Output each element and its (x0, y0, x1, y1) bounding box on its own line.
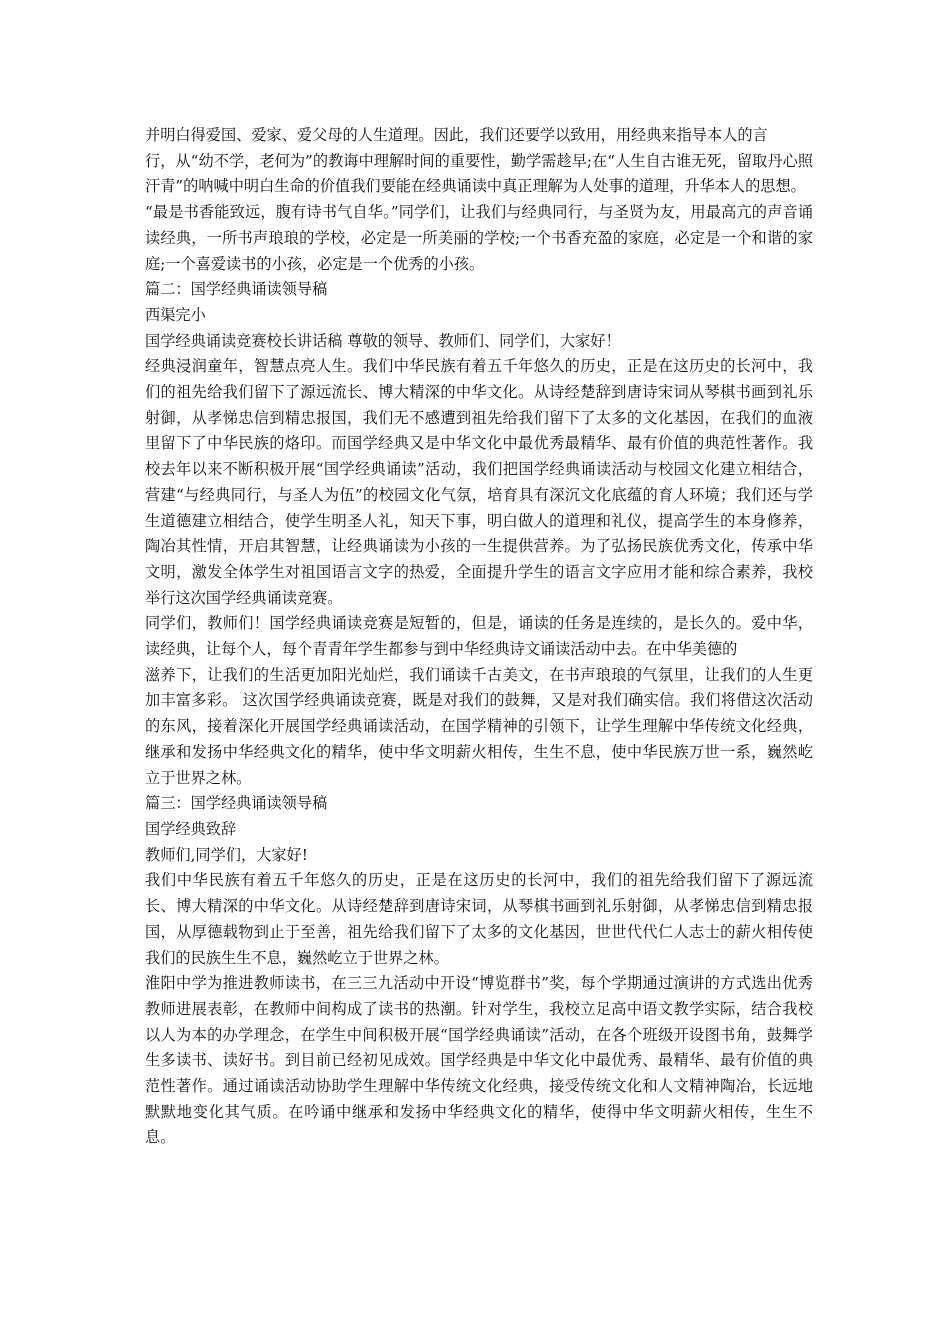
document-page (145, 123, 813, 1151)
speech-title: 国学经典致辞 (145, 819, 237, 838)
greeting: 教师们,同学们，大家好! (145, 845, 308, 864)
section-heading: 篇二：国学经典诵读领导稿 (145, 280, 328, 299)
section-heading: 篇三：国学经典诵读领导稿 (145, 794, 328, 813)
paragraph: 经典浸润童年，智慧点亮人生。我们中华民族有着五千年悠久的历史，正是在这历史的长河中，我们的祖先给我们留下了源远流长、博大精深的中华文化。从诗经楚辞到唐诗宋词从琴棋书画到礼乐射御，从孝悌忠信到精忠报国，我们无不感遭到祖先给我们留下了太多的文化基因，在我们的血液里留下了中华民族的烙印。而国学经典又是中华文化中最优秀最精华、最有价值的典范性著作。我校去年以来不断积极开展“国学经典诵读”活动，我们把国学经典诵读活动与校园文化建立相结合，营建“与经典同行，与圣人为伍”的校园文化气氛，培育具有深沉文化底蕴的育人环境；我们还与学生道德建立相结合，使学生明圣人礼，知天下事，明白做人的道理和礼仪，提高学生的本身修养，陶冶其性情，开启其智慧，让经典诵读为小孩的一生提供营养。为了弘扬民族优秀文化，传承中华文明，激发全体学生对祖国语言文字的热爱，全面提升学生的语言文字应用才能和综合素养，我校举行这次国学经典诵读竞赛。 (145, 357, 813, 607)
school-name: 西渠完小 (145, 305, 206, 324)
paragraph: 淮阳中学为推进教师读书，在三三九活动中开设“博览群书”奖，每个学期通过演讲的方式选出优秀教师进展表彰，在教师中间构成了读书的热潮。针对学生，我校立足高中语文教学实际，结合我校以人为本的办学理念，在学生中间积极开展“国学经典诵读”活动，在各个班级开设图书角，鼓舞学生多读书、读好书。到目前已经初见成效。国学经典是中华文化中最优秀、最精华、最有价值的典范性著作。通过诵读活动协助学生理解中华传统文化经典，接受传统文化和人文精神陶冶，长远地默默地变化其气质。在吟诵中继承和发扬中华经典文化的精华，使得中华文明薪火相传，生生不息。 (145, 974, 813, 1147)
paragraph: 行，从“幼不学，老何为”的教诲中理解时间的重要性，勤学需趁早;在“人生自古谁无死，留取丹心照汗青”的呐喊中明白生命的价值我们要能在经典诵读中真正理解为人处事的道理，升华本人的思想。 (145, 151, 813, 196)
paragraph: 我们中华民族有着五千年悠久的历史，正是在这历史的长河中，我们的祖先给我们留下了源远流长、博大精深的中华文化。从诗经楚辞到唐诗宋词，从琴棋书画到礼乐射御，从孝悌忠信到精忠报国，从厚德载物到止于至善，祖先给我们留下了太多的文化基因，世世代代仁人志士的薪火相传使我们的民族生生不息，巍然屹立于世界之林。 (145, 871, 813, 967)
paragraph: 同学们，教师们！国学经典诵读竞赛是短暂的，但是，诵读的任务是连续的，是长久的。爱中华，读经典，让每个人，每个青青年学生都参与到中华经典诗文诵读活动中去。在中华美德的 (145, 614, 813, 659)
paragraph: 并明白得爱国、爱家、爱父母的人生道理。因此，我们还要学以致用，用经典来指导本人的言 (145, 126, 768, 144)
paragraph: 滋养下，让我们的生活更加阳光灿烂，我们诵读千古美文，在书声琅琅的气氛里，让我们的人生更加丰富多彩。 这次国学经典诵读竞赛，既是对我们的鼓舞，又是对我们确实信。我们将借这次活动的东风，接着深化开展国学经典诵读活动，在国学精神的引领下，让学生理解中华传统文化经典，继承和发扬中华经典文化的精华，使中华文明薪火相传，生生不息，使中华民族万世一系，巍然屹立于世界之林。 (145, 665, 813, 787)
speech-title: 国学经典诵读竞赛校长讲话稿 尊敬的领导、教师们、同学们，大家好！ (145, 331, 621, 350)
paragraph: “最是书香能致远，腹有诗书气自华。”同学们，让我们与经典同行，与圣贤为友，用最高亢的声音诵读经典，一所书声琅琅的学校，必定是一所美丽的学校;一个书香充盈的家庭，必定是一个和谐的家庭;一个喜爱读书的小孩，必定是一个优秀的小孩。 (145, 203, 813, 273)
